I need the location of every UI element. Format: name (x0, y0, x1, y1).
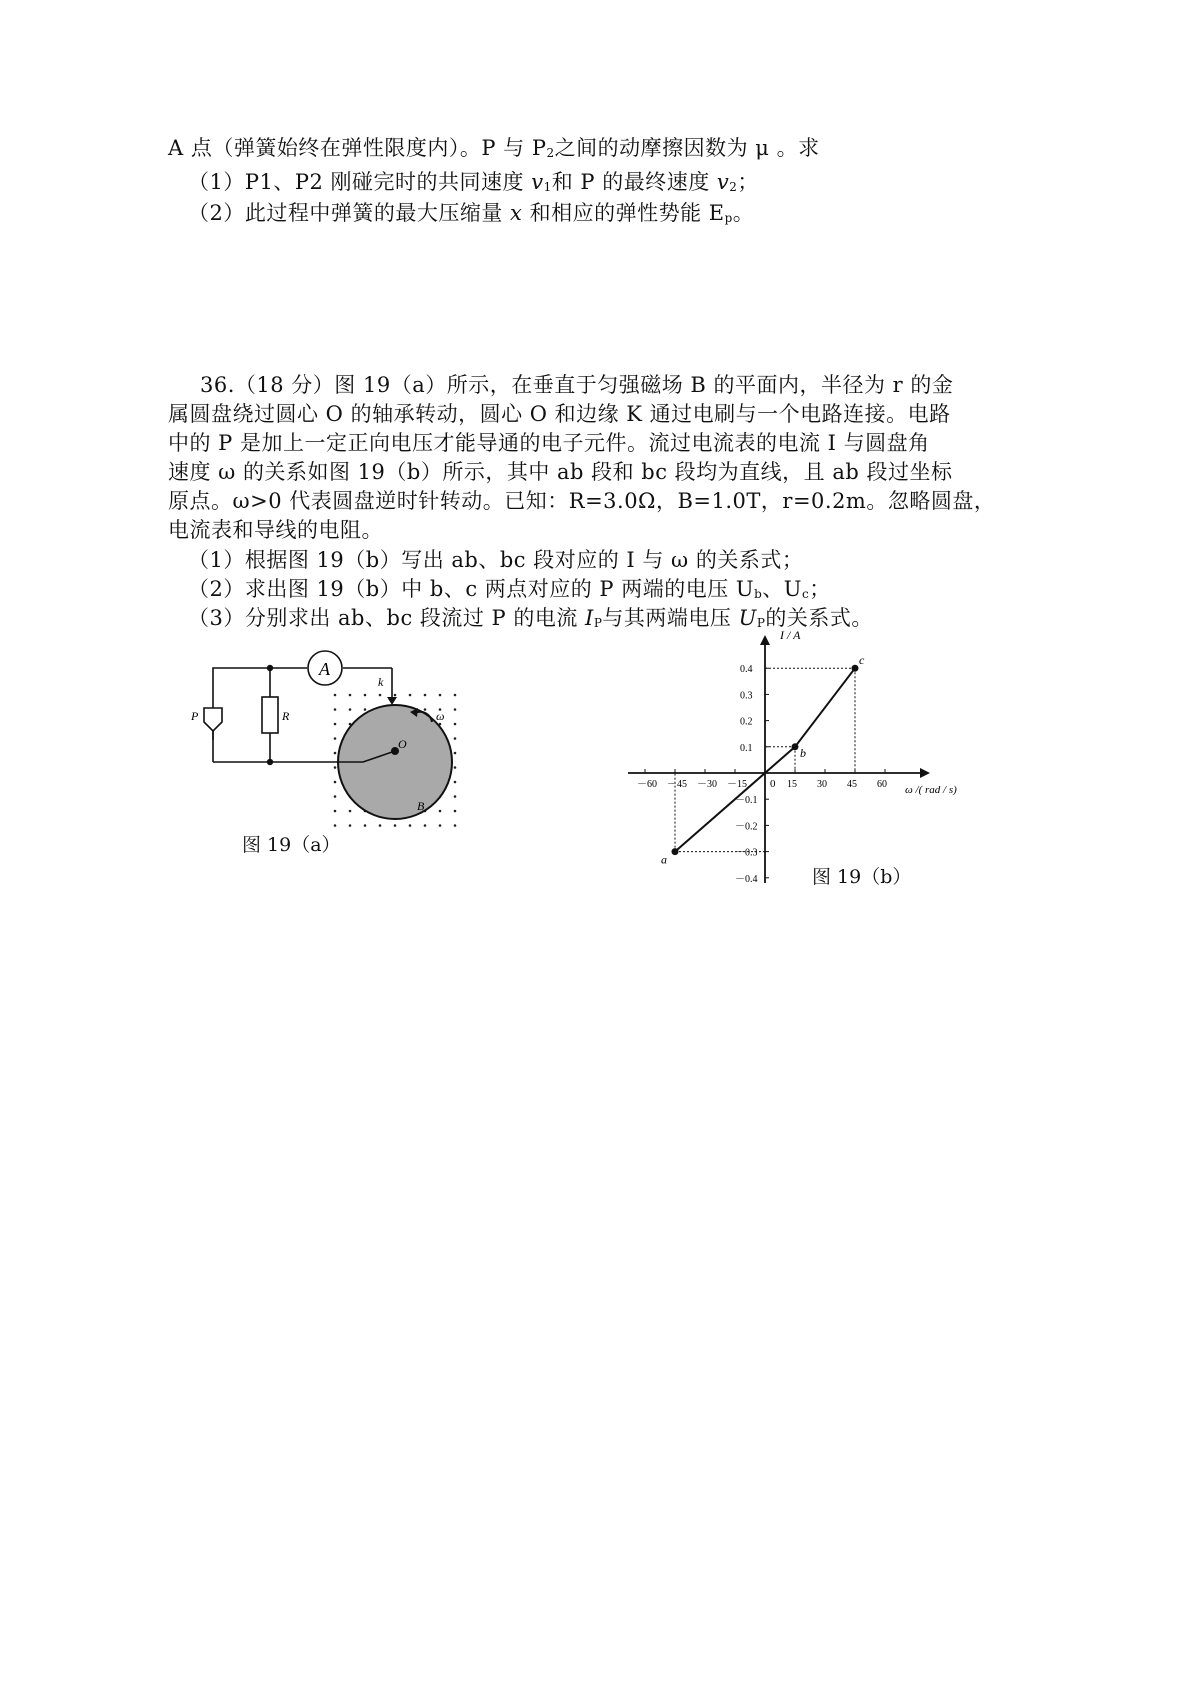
y-tick-label: 0.2 (740, 716, 753, 728)
point-label-a: a (661, 852, 667, 867)
y-tick-label: －0.2 (735, 821, 758, 833)
problem36-paragraph-line2: 属圆盘绕过圆心 O 的轴承转动，圆心 O 和边缘 K 通过电刷与一个电路连接。电路 (168, 402, 951, 426)
figure-19b-caption: 图 19（b） (812, 866, 912, 888)
ammeter-label: A (319, 659, 330, 679)
x-tick-label: －30 (697, 779, 717, 790)
y-tick-label: －0.4 (735, 873, 758, 885)
label-r: R (282, 709, 290, 723)
y-tick-label: 0.4 (740, 664, 753, 676)
problem36-paragraph-line3: 中的 P 是加上一定正向电压才能导通的电子元件。流过电流表的电流 I 与圆盘角 (168, 431, 930, 455)
point-a (672, 848, 679, 855)
problem36-paragraph-line1: 36.（18 分）图 19（a）所示，在垂直于匀强磁场 B 的平面内，半径为 r 的金 (200, 373, 954, 397)
x-tick-label: －15 (727, 779, 747, 790)
problem36-paragraph-line6: 电流表和导线的电阻。 (168, 518, 383, 542)
y-tick-label: 0.1 (740, 742, 753, 754)
point-c (852, 665, 859, 672)
y-axis-label: I / A (780, 628, 801, 642)
y-tick-label: －0.3 (735, 847, 758, 859)
point-label-b: b (800, 745, 806, 760)
figure-19b-graph (620, 625, 980, 890)
problem36-question1: （1）根据图 19（b）写出 ab、bc 段对应的 I 与 ω 的关系式； (188, 548, 804, 572)
x-axis-label: ω /( rad / s) (905, 784, 957, 796)
x-tick-label: 60 (877, 779, 887, 790)
y-tick-label: 0.3 (740, 690, 753, 702)
problem36-paragraph-line5: 原点。ω>0 代表圆盘逆时针转动。已知：R=3.0Ω，B=1.0T，r=0.2m。忽略圆盘， (168, 489, 996, 513)
figure-19a-caption: 图 19（a） (242, 834, 341, 856)
problem35-question2: （2）此过程中弹簧的最大压缩量 x 和相应的弹性势能 $E_p$。 (188, 201, 755, 225)
problem36-question2: （2）求出图 19（b）中 b、c 两点对应的 P 两端的电压 $U_b$、$U_c$； (188, 577, 831, 601)
label-b: B (417, 799, 425, 813)
figure-19a-circuit (180, 645, 480, 835)
x-tick-label: －45 (667, 779, 687, 790)
x-tick-label: 30 (817, 779, 827, 790)
label-omega: ω (436, 709, 445, 723)
x-axis-arrow-icon (920, 768, 930, 778)
problem35-question1: （1）P1、P2 刚碰完时的共同速度 $v_1$和 P 的最终速度 $v_2$； (188, 170, 759, 194)
x-tick-label: 15 (787, 779, 797, 790)
label-k: k (378, 675, 384, 689)
problem36-question3: （3）分别求出 ab、bc 段流过 P 的电流 $I_P$与其两端电压 $U_P$的关系式。 (188, 606, 873, 630)
problem36-paragraph-line4: 速度 ω 的关系如图 19（b）所示，其中 ab 段和 bc 段均为直线，且 ab 段过坐标 (168, 460, 953, 484)
point-b (792, 743, 799, 750)
point-label-c: c (859, 653, 865, 668)
label-p: P (191, 709, 199, 723)
problem35-line1: A 点（弹簧始终在弹性限度内）。P 与 $P_2$之间的动摩擦因数为 μ 。求 (168, 136, 820, 160)
y-tick-label: －0.1 (735, 795, 758, 807)
x-tick-label: 45 (847, 779, 857, 790)
x-tick-label: －60 (637, 779, 657, 790)
y-axis-arrow-icon (760, 635, 770, 645)
label-o: O (398, 737, 407, 751)
origin-label: 0 (770, 778, 776, 790)
p-element-icon (204, 708, 222, 731)
resistor-icon (262, 697, 278, 733)
